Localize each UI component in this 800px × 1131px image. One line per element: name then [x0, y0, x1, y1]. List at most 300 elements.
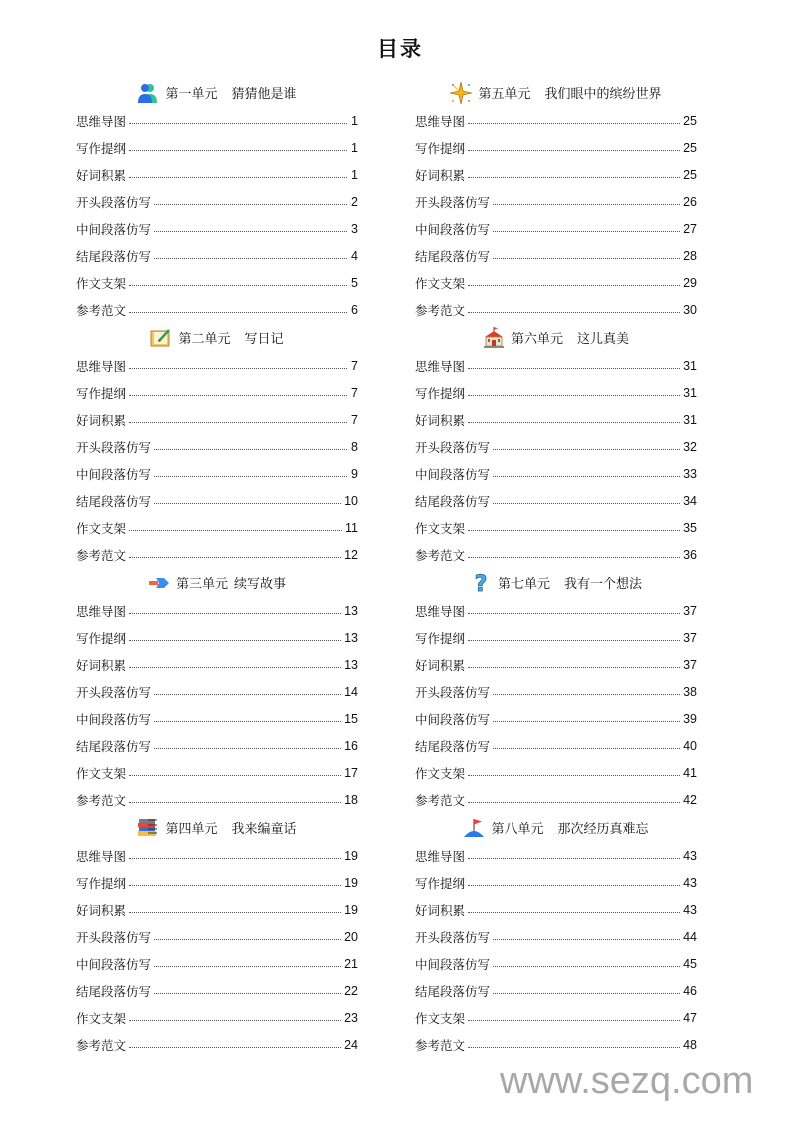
dot-leader — [154, 476, 347, 477]
entry-label: 参考范文 — [76, 792, 127, 808]
page-number: 19 — [344, 902, 358, 917]
entry-label: 开头段落仿写 — [76, 929, 152, 945]
entry-label: 中间段落仿写 — [415, 956, 491, 972]
toc-column-left — [76, 78, 358, 1058]
unit-number: 第七单元 — [497, 577, 550, 592]
page-number: 21 — [344, 956, 358, 971]
page-number: 24 — [344, 1037, 358, 1052]
toc-entry[interactable] — [76, 460, 358, 487]
dot-leader — [468, 613, 680, 614]
entry-label: 开头段落仿写 — [415, 684, 491, 700]
page-number: 1 — [351, 140, 358, 155]
page-number: 32 — [683, 439, 697, 454]
dot-leader — [154, 449, 347, 450]
question-mark-icon — [470, 572, 492, 594]
entry-label: 中间段落仿写 — [76, 956, 152, 972]
dot-leader — [154, 939, 341, 940]
dot-leader — [468, 667, 680, 668]
toc-entry[interactable] — [76, 107, 358, 134]
entry-label: 中间段落仿写 — [415, 221, 491, 237]
dot-leader — [129, 912, 341, 913]
entry-label: 思维导图 — [76, 603, 127, 619]
page-number: 11 — [345, 520, 358, 535]
page-number: 48 — [683, 1037, 697, 1052]
dot-leader — [129, 395, 347, 396]
dot-leader — [129, 775, 341, 776]
entry-label: 好词积累 — [415, 657, 466, 673]
toc-column-right — [415, 78, 697, 1058]
page-number: 34 — [683, 493, 697, 508]
dot-leader — [154, 721, 341, 722]
dot-leader — [129, 613, 341, 614]
dot-leader — [468, 285, 680, 286]
unit-header[interactable] — [76, 813, 358, 842]
toc-entry[interactable] — [76, 352, 358, 379]
page-number: 19 — [344, 848, 358, 863]
entry-label: 中间段落仿写 — [415, 466, 491, 482]
toc-entry[interactable] — [415, 406, 697, 433]
page-number: 31 — [683, 385, 697, 400]
dot-leader — [468, 123, 680, 124]
dot-leader — [468, 858, 680, 859]
page-number: 7 — [351, 358, 358, 373]
entry-label: 思维导图 — [415, 358, 466, 374]
toc-entry[interactable] — [76, 651, 358, 678]
unit-title: 我来编童话 — [231, 822, 297, 837]
entry-label: 开头段落仿写 — [76, 684, 152, 700]
page-number: 31 — [683, 412, 697, 427]
toc-entry[interactable] — [415, 651, 697, 678]
dot-leader — [493, 231, 680, 232]
toc-entry[interactable] — [415, 869, 697, 896]
entry-label: 结尾段落仿写 — [415, 983, 491, 999]
entry-label: 中间段落仿写 — [76, 466, 152, 482]
entry-label: 开头段落仿写 — [415, 439, 491, 455]
toc-entry[interactable] — [76, 950, 358, 977]
entry-label: 参考范文 — [415, 302, 466, 318]
unit-title: 我有一个想法 — [564, 577, 643, 592]
dot-leader — [493, 748, 680, 749]
dot-leader — [493, 258, 680, 259]
toc-entry[interactable] — [415, 732, 697, 759]
unit-header[interactable] — [415, 323, 697, 352]
page-number: 7 — [351, 412, 358, 427]
toc-entry[interactable] — [76, 624, 358, 651]
toc-entry[interactable] — [415, 514, 697, 541]
entry-label: 思维导图 — [76, 358, 127, 374]
entry-label: 结尾段落仿写 — [76, 493, 152, 509]
toc-entry[interactable] — [415, 215, 697, 242]
toc-entry[interactable] — [76, 269, 358, 296]
dot-leader — [129, 150, 347, 151]
entry-label: 结尾段落仿写 — [76, 738, 152, 754]
dot-leader — [129, 368, 347, 369]
toc-entry[interactable] — [76, 678, 358, 705]
page-number: 15 — [344, 711, 358, 726]
toc-entry[interactable] — [415, 433, 697, 460]
dot-leader — [468, 368, 680, 369]
entry-label: 写作提纲 — [76, 875, 127, 891]
dot-leader — [468, 395, 680, 396]
page-number: 25 — [683, 113, 697, 128]
dot-leader — [493, 476, 680, 477]
toc-entry[interactable] — [76, 977, 358, 1004]
entry-label: 结尾段落仿写 — [76, 248, 152, 264]
page-number: 26 — [683, 194, 697, 209]
watermark: www.sezq.com — [500, 1060, 754, 1102]
toc-entry[interactable] — [76, 597, 358, 624]
page-number: 47 — [683, 1010, 697, 1025]
page-number: 16 — [344, 738, 358, 753]
entry-label: 写作提纲 — [415, 630, 466, 646]
dot-leader — [129, 177, 347, 178]
unit-section — [76, 323, 358, 568]
unit-section — [415, 323, 697, 568]
page-number: 10 — [344, 493, 358, 508]
dot-leader — [468, 422, 680, 423]
entry-label: 结尾段落仿写 — [415, 493, 491, 509]
unit-section — [415, 813, 697, 1058]
dot-leader — [468, 640, 680, 641]
page-number: 1 — [351, 167, 358, 182]
dot-leader — [129, 422, 347, 423]
dot-leader — [468, 775, 680, 776]
toc-entry[interactable] — [76, 134, 358, 161]
dot-leader — [129, 530, 342, 531]
dot-leader — [493, 721, 680, 722]
unit-header[interactable] — [76, 78, 358, 107]
entry-label: 参考范文 — [76, 547, 127, 563]
entry-label: 结尾段落仿写 — [415, 248, 491, 264]
page-number: 18 — [344, 792, 358, 807]
entry-label: 作文支架 — [415, 765, 466, 781]
page-number: 13 — [344, 603, 358, 618]
page-number: 37 — [683, 630, 697, 645]
flag-hill-icon — [463, 817, 485, 839]
unit-number: 第二单元 — [178, 332, 231, 347]
entry-label: 思维导图 — [415, 113, 466, 129]
unit-header[interactable] — [415, 568, 697, 597]
arrow-right-icon — [148, 572, 170, 594]
toc-entry[interactable] — [415, 923, 697, 950]
dot-leader — [493, 939, 680, 940]
entry-label: 开头段落仿写 — [415, 194, 491, 210]
dot-leader — [154, 258, 347, 259]
entry-label: 参考范文 — [415, 792, 466, 808]
entry-label: 结尾段落仿写 — [415, 738, 491, 754]
dot-leader — [493, 503, 680, 504]
unit-section — [415, 78, 697, 323]
dot-leader — [129, 557, 341, 558]
dot-leader — [129, 858, 341, 859]
page-number: 39 — [683, 711, 697, 726]
entry-label: 中间段落仿写 — [415, 711, 491, 727]
page-number: 28 — [683, 248, 697, 263]
dot-leader — [468, 1020, 680, 1021]
entry-label: 写作提纲 — [76, 140, 127, 156]
unit-number: 第一单元 — [165, 87, 218, 102]
entry-label: 写作提纲 — [415, 385, 466, 401]
toc-entry[interactable] — [76, 161, 358, 188]
unit-number: 第八单元 — [491, 822, 544, 837]
toc-entry[interactable] — [76, 188, 358, 215]
entry-label: 好词积累 — [76, 167, 127, 183]
toc-entry[interactable] — [415, 296, 697, 323]
page-number: 1 — [351, 113, 358, 128]
entry-label: 作文支架 — [76, 765, 127, 781]
toc-entry[interactable] — [76, 732, 358, 759]
toc-entry[interactable] — [415, 842, 697, 869]
toc-entry[interactable] — [415, 786, 697, 813]
page-number: 37 — [683, 657, 697, 672]
page-number: 23 — [344, 1010, 358, 1025]
toc-entry[interactable] — [415, 624, 697, 651]
dot-leader — [154, 993, 341, 994]
dot-leader — [468, 177, 680, 178]
entry-label: 结尾段落仿写 — [76, 983, 152, 999]
unit-title: 续写故事 — [234, 577, 287, 592]
toc-entry[interactable] — [76, 215, 358, 242]
entry-label: 作文支架 — [415, 520, 466, 536]
toc-entry[interactable] — [415, 460, 697, 487]
entry-label: 思维导图 — [76, 113, 127, 129]
toc-entry[interactable] — [76, 487, 358, 514]
page-number: 19 — [344, 875, 358, 890]
entry-label: 参考范文 — [76, 302, 127, 318]
toc-entry[interactable] — [415, 188, 697, 215]
page-number: 13 — [344, 657, 358, 672]
unit-section — [76, 568, 358, 813]
toc-entry[interactable] — [76, 379, 358, 406]
unit-number: 第三单元 — [175, 577, 228, 592]
toc-entry[interactable] — [76, 242, 358, 269]
page-number: 6 — [351, 302, 358, 317]
page-number: 14 — [344, 684, 358, 699]
toc-entry[interactable] — [76, 705, 358, 732]
dot-leader — [129, 802, 341, 803]
building-icon — [483, 327, 505, 349]
entry-label: 作文支架 — [76, 275, 127, 291]
page-number: 9 — [351, 466, 358, 481]
page-number: 25 — [683, 167, 697, 182]
toc-entry[interactable] — [415, 977, 697, 1004]
page-number: 30 — [683, 302, 697, 317]
toc-entry[interactable] — [76, 869, 358, 896]
unit-number: 第五单元 — [478, 87, 531, 102]
page-number: 27 — [683, 221, 697, 236]
entry-label: 思维导图 — [415, 848, 466, 864]
dot-leader — [129, 885, 341, 886]
unit-number: 第六单元 — [510, 332, 563, 347]
unit-header[interactable] — [415, 813, 697, 842]
dot-leader — [154, 694, 341, 695]
toc-entry[interactable] — [415, 896, 697, 923]
unit-header[interactable] — [76, 323, 358, 352]
page-number: 36 — [683, 547, 697, 562]
svg-text:?: ? — [474, 571, 488, 594]
toc-entry[interactable] — [415, 705, 697, 732]
entry-label: 开头段落仿写 — [415, 929, 491, 945]
page-number: 25 — [683, 140, 697, 155]
entry-label: 思维导图 — [76, 848, 127, 864]
people-icon — [137, 82, 159, 104]
toc-entry[interactable] — [415, 352, 697, 379]
unit-header[interactable] — [415, 78, 697, 107]
dot-leader — [468, 885, 680, 886]
dot-leader — [493, 966, 680, 967]
page-number: 43 — [683, 902, 697, 917]
page-number: 3 — [351, 221, 358, 236]
toc-entry[interactable] — [415, 487, 697, 514]
toc-entry[interactable] — [76, 514, 358, 541]
entry-label: 好词积累 — [76, 657, 127, 673]
entry-label: 开头段落仿写 — [76, 439, 152, 455]
page-number: 37 — [683, 603, 697, 618]
dot-leader — [129, 1020, 341, 1021]
entry-label: 好词积累 — [415, 902, 466, 918]
entry-label: 中间段落仿写 — [76, 221, 152, 237]
page-number: 33 — [683, 466, 697, 481]
page-number: 12 — [344, 547, 358, 562]
page-number: 4 — [351, 248, 358, 263]
page-number: 8 — [351, 439, 358, 454]
dot-leader — [468, 912, 680, 913]
entry-label: 写作提纲 — [76, 630, 127, 646]
toc-entry[interactable] — [415, 161, 697, 188]
unit-section — [76, 813, 358, 1058]
page-number: 13 — [344, 630, 358, 645]
page-number: 31 — [683, 358, 697, 373]
dot-leader — [154, 231, 347, 232]
toc-entry[interactable] — [415, 541, 697, 568]
page-number: 2 — [351, 194, 358, 209]
sparkle-star-icon — [450, 82, 472, 104]
entry-label: 写作提纲 — [76, 385, 127, 401]
dot-leader — [154, 966, 341, 967]
page-number: 29 — [683, 275, 697, 290]
dot-leader — [493, 449, 680, 450]
toc-entry[interactable] — [415, 379, 697, 406]
unit-title: 这儿真美 — [577, 332, 630, 347]
entry-label: 写作提纲 — [415, 140, 466, 156]
toc-entry[interactable] — [415, 597, 697, 624]
entry-label: 参考范文 — [76, 1037, 127, 1053]
page-number: 35 — [683, 520, 697, 535]
page-title: 目录 — [377, 36, 423, 61]
toc-entry[interactable] — [415, 242, 697, 269]
page-number: 20 — [344, 929, 358, 944]
entry-label: 好词积累 — [415, 412, 466, 428]
toc-entry[interactable] — [76, 296, 358, 323]
books-stack-icon — [137, 817, 159, 839]
dot-leader — [129, 667, 341, 668]
toc-entry[interactable] — [415, 107, 697, 134]
toc-entry[interactable] — [76, 1004, 358, 1031]
dot-leader — [129, 285, 347, 286]
toc-entry[interactable] — [76, 896, 358, 923]
page-number: 41 — [683, 765, 697, 780]
page-number: 42 — [683, 792, 697, 807]
page-number: 5 — [351, 275, 358, 290]
entry-label: 作文支架 — [415, 1010, 466, 1026]
dot-leader — [493, 993, 680, 994]
dot-leader — [154, 204, 347, 205]
entry-label: 作文支架 — [76, 520, 127, 536]
page-number: 40 — [683, 738, 697, 753]
unit-title: 我们眼中的缤纷世界 — [544, 87, 662, 102]
page-number: 17 — [344, 765, 358, 780]
toc-entry[interactable] — [415, 678, 697, 705]
toc-entry[interactable] — [76, 1031, 358, 1058]
entry-label: 思维导图 — [415, 603, 466, 619]
entry-label: 写作提纲 — [415, 875, 466, 891]
page-number: 38 — [683, 684, 697, 699]
entry-label: 作文支架 — [415, 275, 466, 291]
dot-leader — [493, 694, 680, 695]
toc-entry[interactable] — [415, 759, 697, 786]
unit-title: 猜猜他是谁 — [231, 87, 297, 102]
unit-section — [415, 568, 697, 813]
toc-entry[interactable] — [76, 786, 358, 813]
page-number: 7 — [351, 385, 358, 400]
unit-title: 那次经历真难忘 — [557, 822, 649, 837]
toc-entry[interactable] — [415, 134, 697, 161]
unit-number: 第四单元 — [165, 822, 218, 837]
toc-entry[interactable] — [76, 406, 358, 433]
toc-entry[interactable] — [415, 950, 697, 977]
unit-header[interactable] — [76, 568, 358, 597]
toc-entry[interactable] — [76, 842, 358, 869]
toc-entry[interactable] — [76, 759, 358, 786]
toc-entry[interactable] — [76, 433, 358, 460]
dot-leader — [154, 503, 341, 504]
entry-label: 好词积累 — [415, 167, 466, 183]
page-number: 46 — [683, 983, 697, 998]
page-number: 22 — [344, 983, 358, 998]
dot-leader — [468, 150, 680, 151]
entry-label: 作文支架 — [76, 1010, 127, 1026]
entry-label: 参考范文 — [415, 547, 466, 563]
toc-entry[interactable] — [415, 269, 697, 296]
dot-leader — [129, 640, 341, 641]
dot-leader — [468, 1047, 680, 1048]
dot-leader — [493, 204, 680, 205]
toc-entry[interactable] — [415, 1004, 697, 1031]
dot-leader — [129, 312, 347, 313]
unit-section — [76, 78, 358, 323]
unit-title: 写日记 — [244, 332, 284, 347]
dot-leader — [154, 748, 341, 749]
entry-label: 好词积累 — [76, 412, 127, 428]
dot-leader — [129, 1047, 341, 1048]
dot-leader — [468, 802, 680, 803]
page-number: 44 — [683, 929, 697, 944]
page-number: 43 — [683, 875, 697, 890]
page-number: 43 — [683, 848, 697, 863]
notebook-pencil-icon — [150, 327, 172, 349]
toc-entry[interactable] — [76, 923, 358, 950]
dot-leader — [468, 530, 680, 531]
dot-leader — [129, 123, 347, 124]
toc-entry[interactable] — [76, 541, 358, 568]
page-number: 45 — [683, 956, 697, 971]
dot-leader — [468, 312, 680, 313]
toc-entry[interactable] — [415, 1031, 697, 1058]
dot-leader — [468, 557, 680, 558]
entry-label: 参考范文 — [415, 1037, 466, 1053]
entry-label: 好词积累 — [76, 902, 127, 918]
entry-label: 中间段落仿写 — [76, 711, 152, 727]
